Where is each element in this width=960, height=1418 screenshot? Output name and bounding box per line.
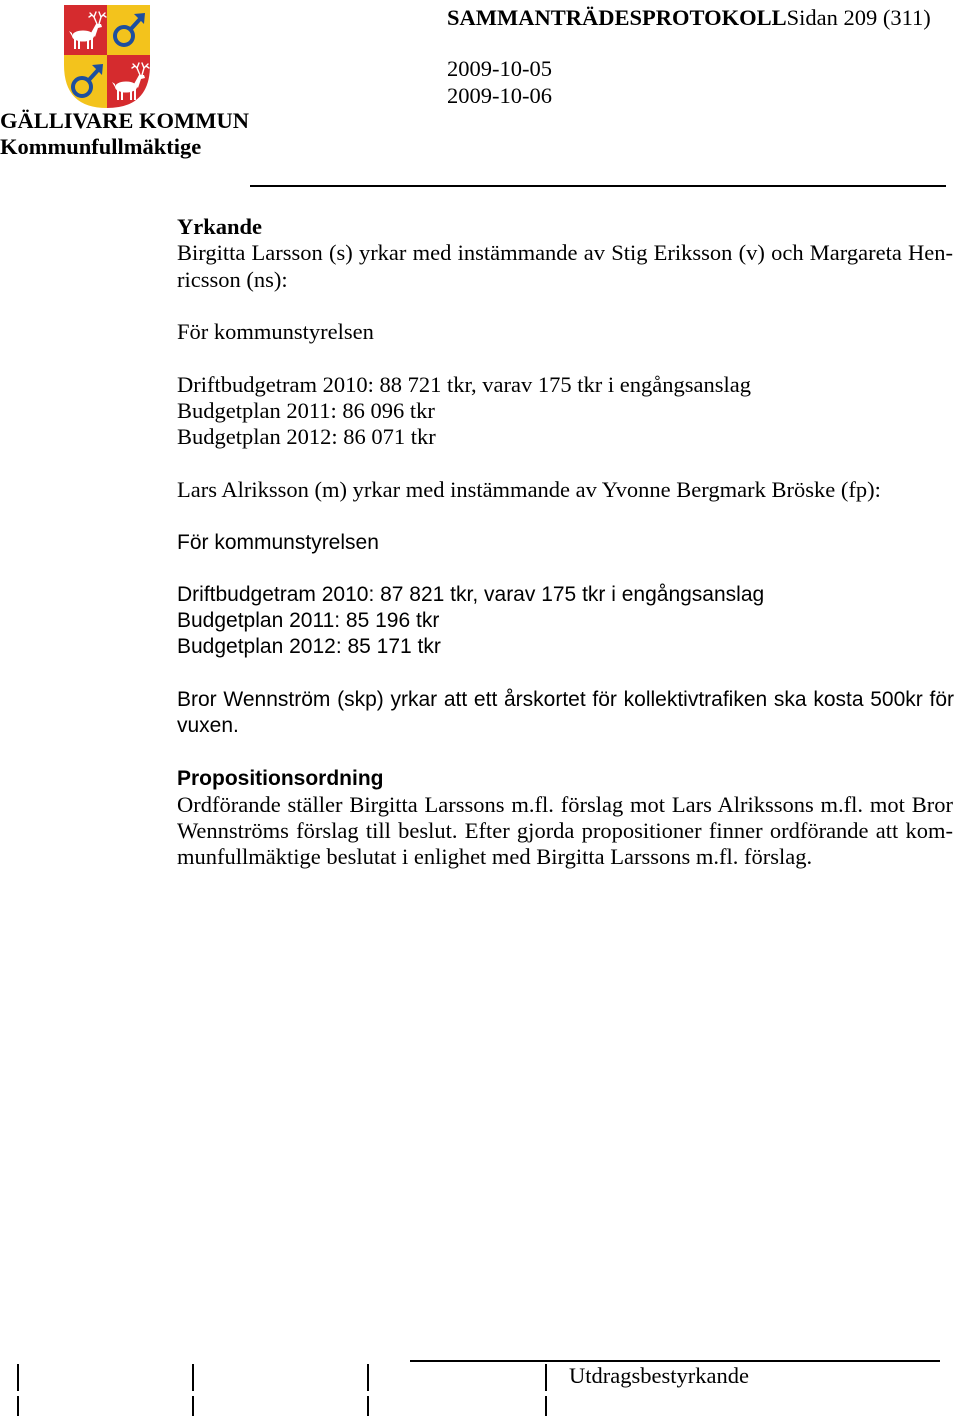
proposal-text-line: vuxen.	[177, 714, 239, 737]
proposition-text-line: Ordförande ställer Birgitta Larssons m.fl. förslag mot Lars Alrikssons m.fl. mot Bror	[177, 792, 953, 817]
footer-divider	[410, 1360, 940, 1362]
meeting-date: 2009-10-05	[447, 56, 552, 81]
signature-box-divider	[192, 1364, 194, 1391]
section-heading-yrkande: Yrkande	[177, 214, 263, 239]
signature-box-divider	[545, 1396, 547, 1416]
signature-box-divider	[367, 1364, 369, 1391]
proposition-text-line: munfullmäktige beslutat i enlighet med Birgitta Larssons m.fl. förslag.	[177, 844, 813, 869]
coat-of-arms-logo	[64, 5, 150, 108]
extract-certification-label: Utdragsbestyrkande	[569, 1363, 749, 1388]
meeting-date: 2009-10-06	[447, 83, 552, 108]
header-divider	[250, 185, 946, 187]
document-header	[447, 5, 931, 31]
budget-line: Budgetplan 2012: 86 071 tkr	[177, 424, 436, 449]
signature-box-divider	[17, 1364, 19, 1391]
proposal-intro-line: ricsson (ns):	[177, 267, 288, 292]
signature-box-divider	[192, 1396, 194, 1416]
organization-name: GÄLLIVARE KOMMUN	[0, 108, 249, 133]
signature-box-divider	[545, 1364, 547, 1391]
proposal-recipient: För kommunstyrelsen	[177, 531, 379, 554]
budget-line: Budgetplan 2011: 85 196 tkr	[177, 609, 440, 632]
governing-body-name: Kommunfullmäktige	[0, 134, 202, 159]
proposal-text-line: Bror Wennström (skp) yrkar att ett årskortet för kollektivtrafiken ska kosta 500kr för	[177, 688, 954, 711]
proposition-text-line: Wennströms förslag till beslut. Efter gjorda propositioner finner ordförande att kom-	[177, 818, 953, 843]
proposal-intro-line: Lars Alriksson (m) yrkar med instämmande av Yvonne Bergmark Bröske (fp):	[177, 477, 881, 502]
document-type: SAMMANTRÄDESPROTOKOLL	[447, 5, 787, 30]
signature-box-divider	[17, 1396, 19, 1416]
budget-line: Budgetplan 2011: 86 096 tkr	[177, 398, 435, 423]
budget-line: Driftbudgetram 2010: 87 821 tkr, varav 175 tkr i engångsanslag	[177, 583, 765, 606]
section-heading-propositionsordning: Propositionsordning	[177, 767, 384, 790]
page-number: Sidan 209 (311)	[786, 5, 931, 30]
budget-line: Driftbudgetram 2010: 88 721 tkr, varav 175 tkr i engångsanslag	[177, 372, 751, 397]
signature-box-divider	[367, 1396, 369, 1416]
proposal-intro-line: Birgitta Larsson (s) yrkar med instämmande av Stig Eriksson (v) och Margareta Hen-	[177, 240, 953, 265]
proposal-recipient: För kommunstyrelsen	[177, 319, 374, 344]
budget-line: Budgetplan 2012: 85 171 tkr	[177, 635, 441, 658]
